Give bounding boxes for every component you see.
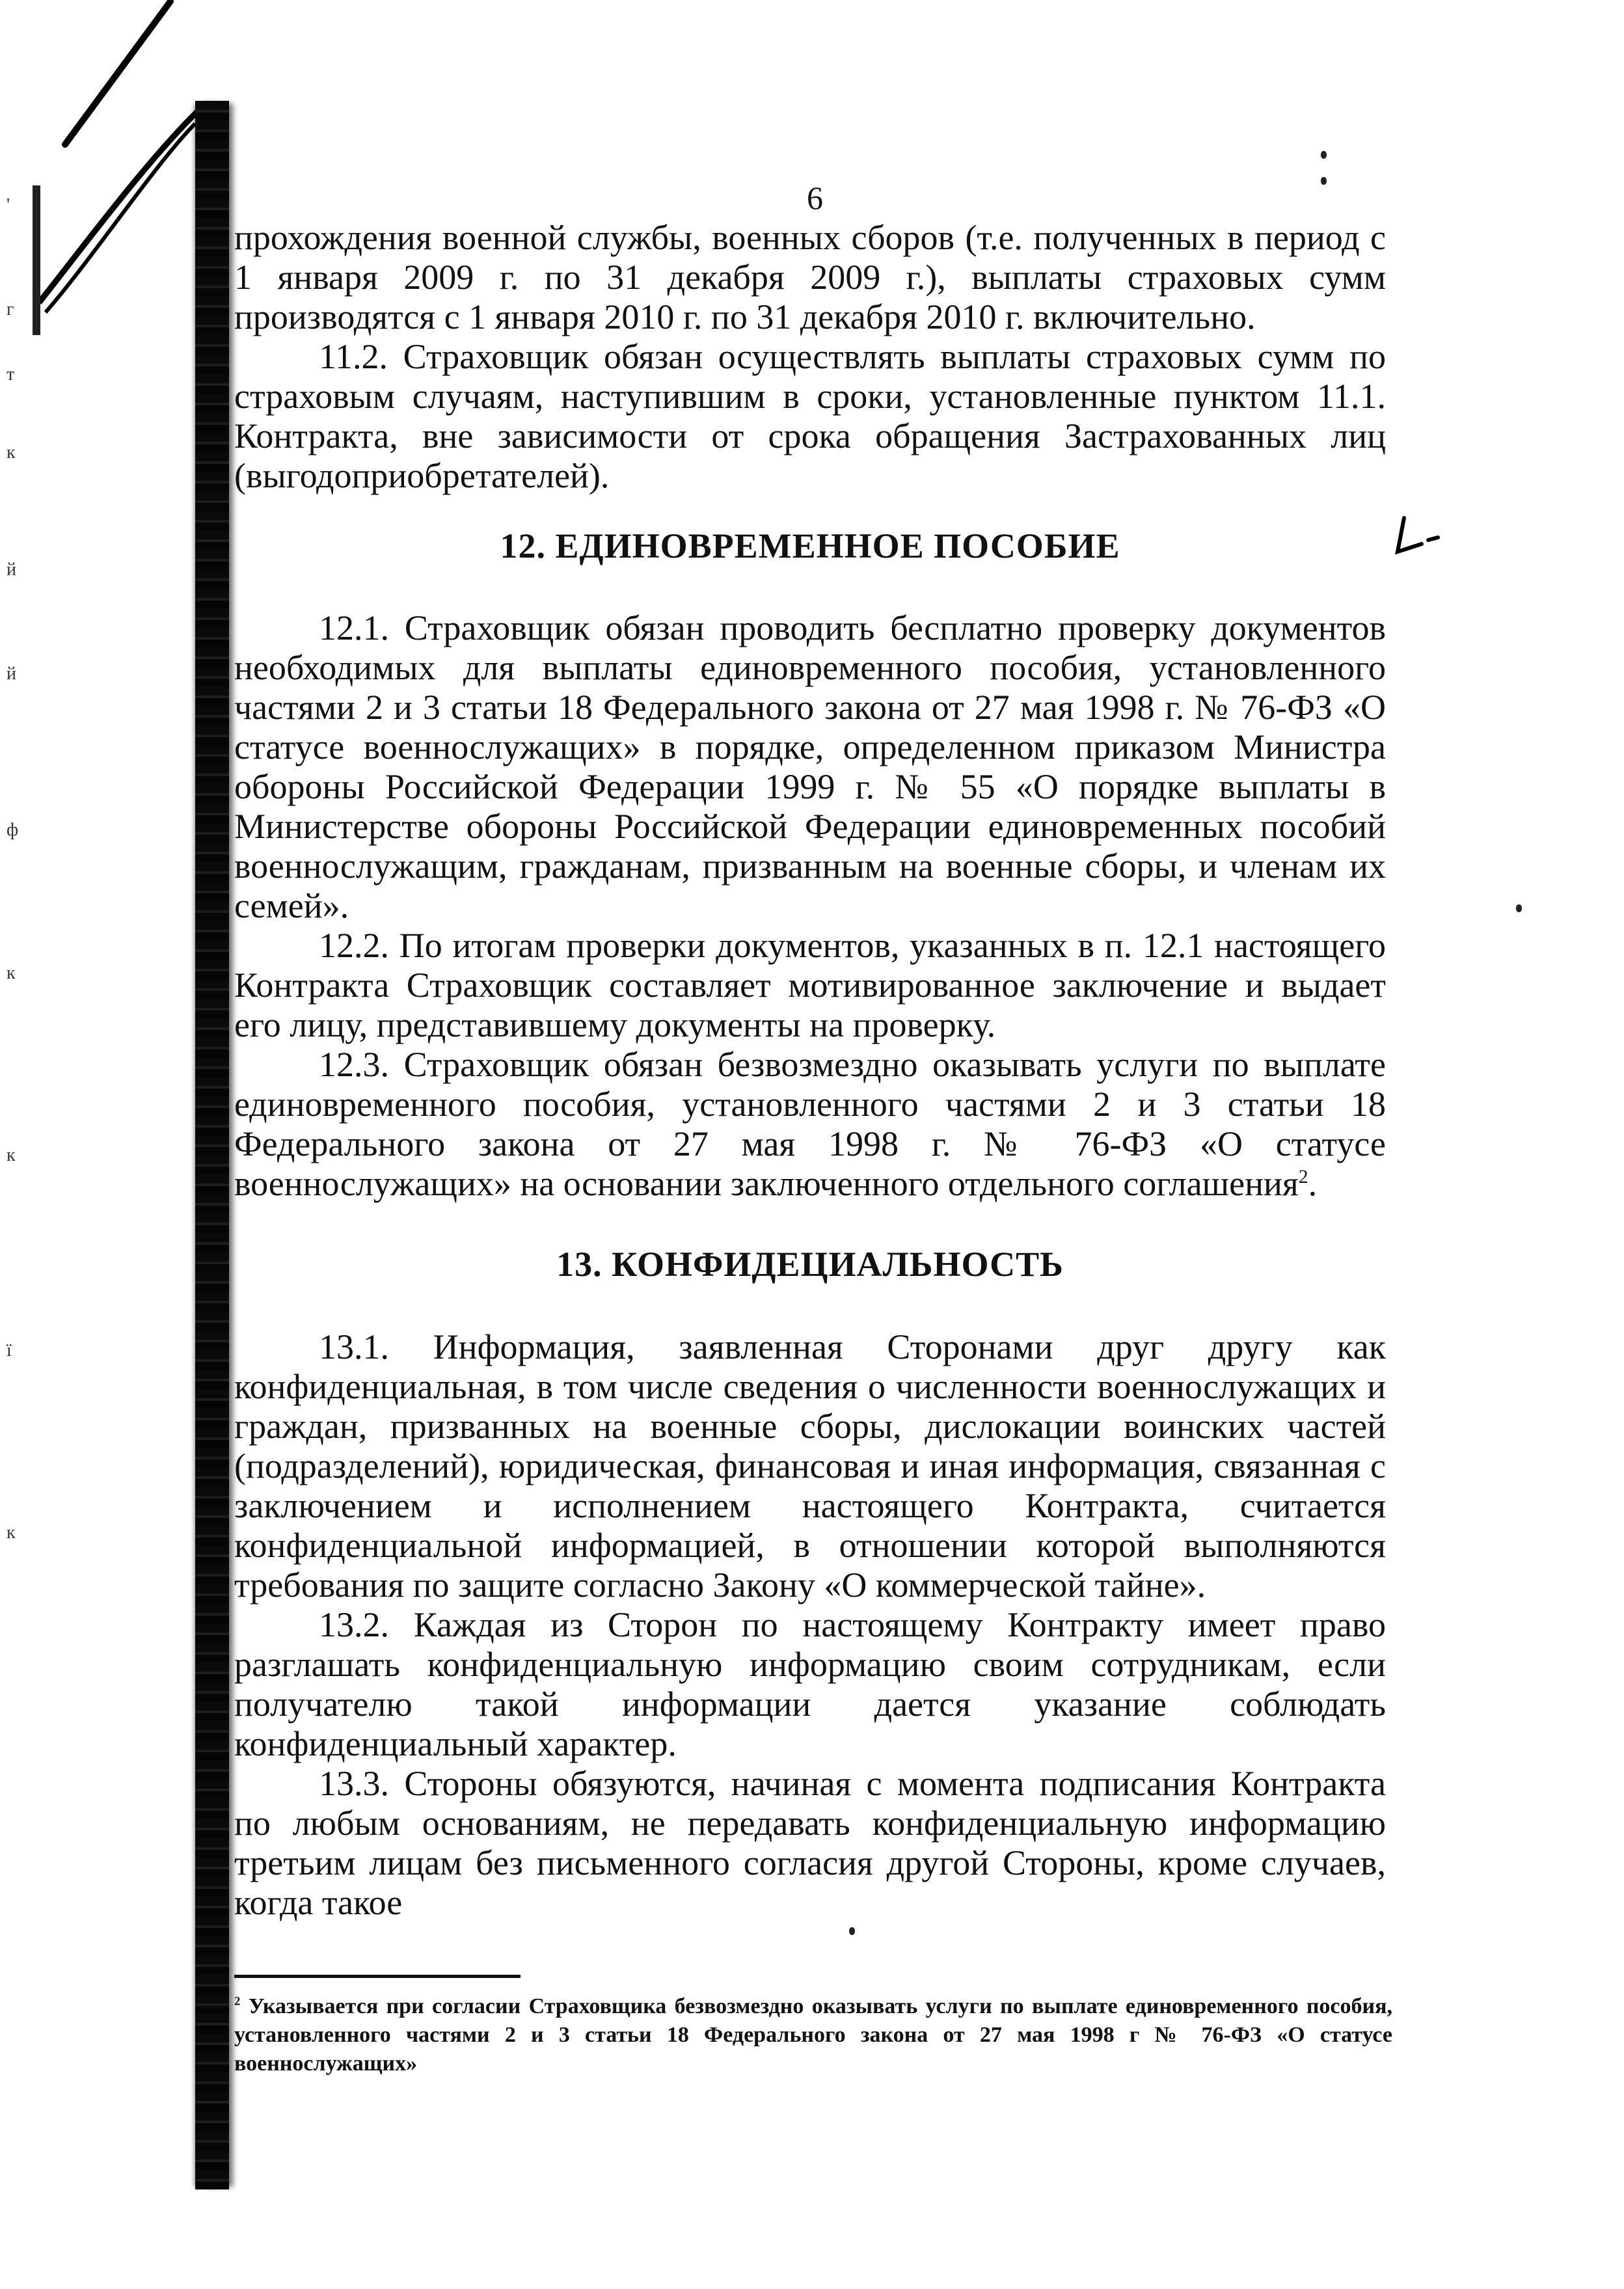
binding-shadow: [195, 101, 229, 2189]
footnote-divider: [234, 1975, 521, 1978]
paragraph-11-2: 11.2. Страховщик обязан осуществлять выплаты страховых сумм по страховым случаям, наступившим в сроки, установленные пунктом 11.1. Контракта, вне зависимости от срока обращения Застрахованных лиц (выгодоприобретателей).: [234, 337, 1386, 495]
footnote-reference[interactable]: 2: [1298, 1167, 1308, 1187]
section-heading-12: 12. ЕДИНОВРЕМЕННОЕ ПОСОБИЕ: [500, 526, 1120, 565]
footnote-marker: 2: [234, 1994, 241, 2009]
section-heading-13: 13. КОНФИДЕЦИАЛЬНОСТЬ: [556, 1245, 1064, 1284]
margin-specks: ' г т к й й ф к к ї к: [7, 195, 19, 1543]
paragraph-13-2: 13.2. Каждая из Сторон по настоящему Контракту имеет право разглашать конфиденциальную информацию своим сотрудникам, если получателю такой информации дается указание соблюдать конфиденциальный характер.: [234, 1605, 1386, 1763]
paragraph-12-3: 12.3. Страховщик обязан безвозмездно оказывать услуги по выплате единовременного пособия, установленного частями 2 и 3 статьи 18 Федерального закона от 27 мая 1998 г. № 76-ФЗ «О статусе военнослужащих» на основании заключенного отдельного соглашения$^2$.: [234, 1045, 1386, 1203]
stray-dot: [1516, 904, 1522, 912]
paragraph-11-1-continued: прохождения военной службы, военных сборов (т.е. полученных в период с 1 января 2009 г. по 31 декабря 2009 г.), выплаты страховых сумм производятся с 1 января 2010 г. по 31 декабря 2010 г. включительно.: [234, 218, 1386, 336]
page-number: 6: [807, 180, 823, 216]
pen-scribble-mark: [0, 0, 273, 338]
stray-dot: [1321, 151, 1327, 159]
section-13: [234, 1244, 1386, 1284]
stray-dot: [849, 1927, 855, 1935]
handwritten-check-icon: [1386, 514, 1457, 566]
section-12: [234, 526, 1386, 566]
paragraph-13-1: 13.1. Информация, заявленная Сторонами друг другу как конфиденциальная, в том числе сведения о численности военнослужащих и граждан, призванных на военные сборы, дислокации воинских частей (подразделений), юридическая, финансовая и иная информация, связанная с заключением и исполнением настоящего Контракта, считается конфиденциальной информацией, в отношении которой выполняются требования по защите согласно Закону «О коммерческой тайне».: [234, 1327, 1386, 1605]
paragraph-12-2: 12.2. По итогам проверки документов, указанных в п. 12.1 настоящего Контракта Страховщик составляет мотивированное заключение и выдает его лицу, представившему документы на проверку.: [234, 926, 1386, 1044]
footnote-text: Указывается при согласии Страховщика безвозмездно оказывать услуги по выплате единовременного пособия, установленного частями 2 и 3 статьи 18 Федерального закона от 27 мая 1998 г № 76-ФЗ «О статусе военнослужащих»: [234, 1994, 1392, 2076]
paragraph-12-1: 12.1. Страховщик обязан проводить бесплатно проверку документов необходимых для выплаты единовременного пособия, установленного частями 2 и 3 статьи 18 Федерального закона от 27 мая 1998 г. № 76-ФЗ «О статусе военнослужащих» в порядке, определенном приказом Министра обороны Российской Федерации 1999 г. № 55 «О порядке выплаты в Министерстве обороны Российской Федерации единовременных пособий военнослужащим, гражданам, призванным на военные сборы, и членам их семей».: [234, 608, 1386, 925]
paragraph-13-3: 13.3. Стороны обязуются, начиная с момента подписания Контракта по любым основаниям, не передавать конфиденциальную информацию третьим лицам без письменного согласия другой Стороны, кроме случаев, когда такое: [234, 1764, 1386, 1922]
paragraph-12-3-text: 12.3. Страховщик обязан безвозмездно оказывать услуги по выплате единовременного пособия, установленного частями 2 и 3 статьи 18 Федерального закона от 27 мая 1998 г. № 76-ФЗ «О статусе военнослужащих» на основании заключенного отдельного соглашения: [234, 1045, 1386, 1203]
section-11-continuation: [234, 218, 1386, 496]
section-13-body: [234, 1327, 1386, 1923]
section-12-body: [234, 608, 1386, 1204]
footnote: [234, 1992, 1392, 2078]
stray-dot: [1321, 177, 1327, 185]
